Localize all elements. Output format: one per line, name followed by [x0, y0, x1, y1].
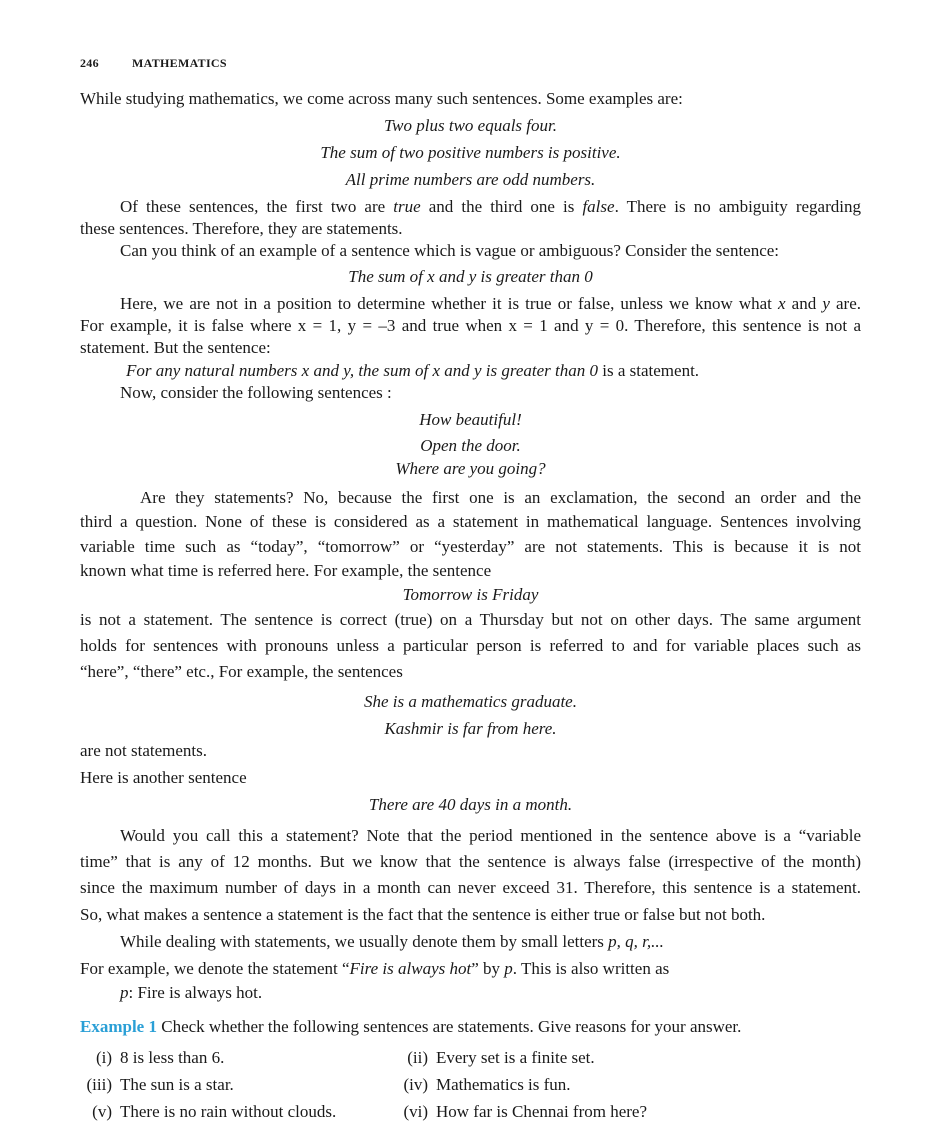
example-sentence: The sum of two positive numbers is positive.: [320, 143, 621, 162]
example-sentence: There are 40 days in a month.: [368, 795, 573, 814]
option-item: (v) There is no rain without clouds.: [92, 1102, 337, 1121]
example-sentence: All prime numbers are odd numbers.: [345, 170, 596, 189]
paragraph-line: time” that is any of 12 months. But we know that the sentence is always false (irrespective of the month): [80, 852, 861, 871]
paragraph-line: “here”, “there” etc., For example, the sentences: [80, 662, 403, 681]
paragraph-line: For example, it is false where x = 1, y = –3 and true when x = 1 and y = 0. Therefore, this sentence is not a: [80, 316, 861, 335]
example-sentence: Where are you going?: [395, 459, 546, 478]
paragraph-line: Now, consider the following sentences :: [120, 383, 392, 402]
example-sentence: Two plus two equals four.: [383, 116, 558, 135]
paragraph-line: While dealing with statements, we usually denote them by small letters p, q, r,...: [120, 932, 664, 951]
subject-title: MATHEMATICS: [132, 56, 227, 70]
paragraph-line: since the maximum number of days in a month can never exceed 31. Therefore, this sentence is a statement.: [80, 878, 861, 897]
paragraph-line: known what time is referred here. For example, the sentence: [80, 561, 492, 580]
paragraph-line: Of these sentences, the first two are true and the third one is false. There is no ambiguity regarding: [120, 197, 861, 216]
paragraph-line: these sentences. Therefore, they are statements.: [80, 219, 403, 238]
example-label: Example 1: [80, 1017, 157, 1036]
paragraph-intro: While studying mathematics, we come across many such sentences. Some examples are:: [80, 89, 683, 108]
example-sentence: The sum of x and y is greater than 0: [348, 267, 593, 286]
example-sentence: Open the door.: [420, 436, 521, 455]
option-item: (ii) Every set is a finite set.: [407, 1048, 595, 1067]
paragraph-line: holds for sentences with pronouns unless a particular person is referred to and for variable places such as: [80, 636, 861, 655]
option-item: (i) 8 is less than 6.: [95, 1048, 225, 1067]
option-item: (iv) Mathematics is fun.: [403, 1075, 571, 1094]
option-item: (vi) How far is Chennai from here?: [403, 1102, 648, 1121]
paragraph-line: Here is another sentence: [80, 768, 247, 787]
paragraph-line: Can you think of an example of a sentence which is vague or ambiguous? Consider the sentence:: [120, 241, 780, 260]
paragraph-line: For any natural numbers x and y, the sum of x and y is greater than 0 is a statement.: [126, 361, 700, 380]
example-sentence: Kashmir is far from here.: [384, 719, 557, 738]
option-item: (iii) The sun is a star.: [86, 1075, 234, 1094]
paragraph-line: p: Fire is always hot.: [120, 983, 263, 1002]
paragraph-line: For example, we denote the statement “Fire is always hot” by p. This is also written as: [80, 959, 670, 978]
example-sentence: Tomorrow is Friday: [402, 585, 539, 604]
paragraph-line: statement. But the sentence:: [80, 338, 271, 357]
paragraph-line: Would you call this a statement? Note that the period mentioned in the sentence above is a “variable: [120, 826, 861, 845]
page-header: [80, 56, 227, 71]
example-sentence: How beautiful!: [419, 410, 522, 429]
paragraph-line: variable time such as “today”, “tomorrow” or “yesterday” are not statements. This is because it is not: [80, 537, 861, 556]
paragraph-line: third a question. None of these is considered as a statement in mathematical language. Sentences involving: [80, 512, 861, 531]
example-sentence: She is a mathematics graduate.: [364, 692, 577, 711]
paragraph-line: So, what makes a sentence a statement is the fact that the sentence is either true or false but not both.: [80, 905, 766, 924]
paragraph-line: Here, we are not in a position to determine whether it is true or false, unless we know what x and y are.: [120, 294, 861, 313]
paragraph-line: is not a statement. The sentence is correct (true) on a Thursday but not on other days. The same argument: [80, 610, 861, 629]
paragraph-line: Are they statements? No, because the first one is an exclamation, the second an order and the: [140, 488, 861, 507]
paragraph-line: are not statements.: [80, 741, 207, 760]
page-number: 246: [80, 56, 99, 70]
example-heading: Example 1 Check whether the following sentences are statements. Give reasons for your answer.: [80, 1017, 742, 1036]
